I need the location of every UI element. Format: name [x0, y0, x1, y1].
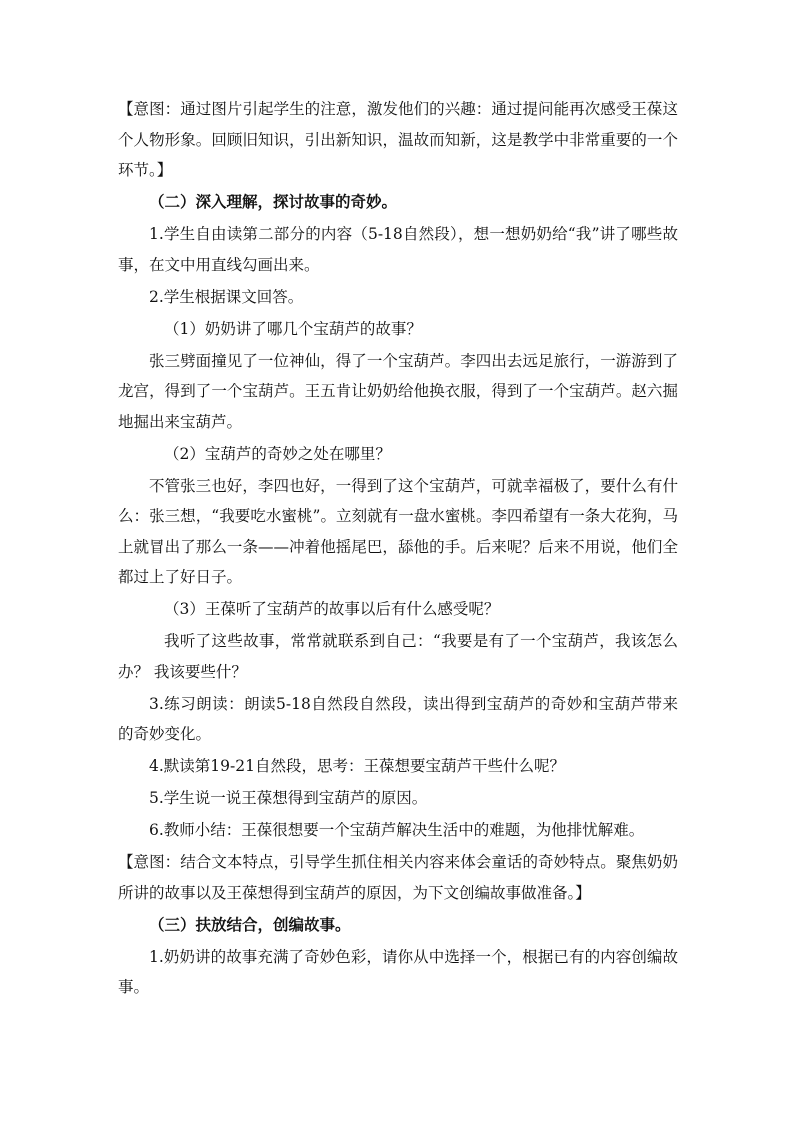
list-item-7: 1.奶奶讲的故事充满了奇妙色彩，请你从中选择一个，根据已有的内容创编故事。: [118, 947, 678, 996]
question-3: （3）王葆听了宝葫芦的故事以后有什么感受呢？: [164, 600, 500, 618]
list-item-2: 2.学生根据课文回答。: [149, 287, 304, 306]
section-heading-3: （三）扶放结合，创编故事。: [149, 914, 351, 934]
question-1: （1）奶奶讲了哪几个宝葫芦的故事？: [164, 319, 422, 338]
intent-paragraph-2: 【意图：结合文本特点，引导学生抓住相关内容来体会童话的奇妙特点。聚焦奶奶所讲的故事以及王葆想得到宝葫芦的原因，为下文创编故事做准备。】: [118, 853, 678, 902]
list-item-4: 4.默读第19-21自然段，思考：王葆想要宝葫芦干些什么呢？: [149, 757, 565, 775]
list-item-5: 5.学生说一说王葆想得到宝葫芦的原因。: [149, 789, 428, 807]
answer-3: 我听了这些故事，常常就联系到自己：“我要是有了一个宝葫芦，我该怎么办？ 我该要些什？: [118, 632, 678, 681]
answer-1: 张三劈面撞见了一位神仙，得了一个宝葫芦。李四出去远足旅行，一游游到了龙宫，得到了一个宝葫芦。王五肯让奶奶给他换衣服，得到了一个宝葫芦。赵六掘地掘出来宝葫芦。: [118, 351, 678, 431]
document-page: [118, 94, 678, 1003]
section-heading-2: （二）深入理解，探讨故事的奇妙。: [149, 192, 398, 211]
question-2: （2）宝葫芦的奇妙之处在哪里？: [164, 444, 391, 463]
list-item-6: 6.教师小结：王葆很想要一个宝葫芦解决生活中的难题，为他排忧解难。: [149, 821, 645, 839]
list-item-1: 1.学生自由读第二部分的内容（5-18自然段），想一想奶奶给“我”讲了哪些故事，在文中用直线勾画出来。: [118, 225, 678, 274]
answer-2: 不管张三也好，李四也好，一得到了这个宝葫芦，可就幸福极了，要什么有什么：张三想，“我要吃水蜜桃”。立刻就有一盘水蜜桃。李四希望有一条大花狗，马上就冒出了那么一条——冲着他摇尾巴，舔他的手。后来呢？后来不用说，他们全都过上了好日子。: [118, 476, 678, 586]
list-item-3: 3.练习朗读：朗读5-18自然段自然段，读出得到宝葫芦的奇妙和宝葫芦带来的奇妙变化。: [118, 694, 678, 743]
intent-paragraph-1: 【意图：通过图片引起学生的注意，激发他们的兴趣：通过提问能再次感受王葆这个人物形象。回顾旧知识，引出新知识，温故而知新，这是教学中非常重要的一个环节。】: [118, 100, 678, 179]
